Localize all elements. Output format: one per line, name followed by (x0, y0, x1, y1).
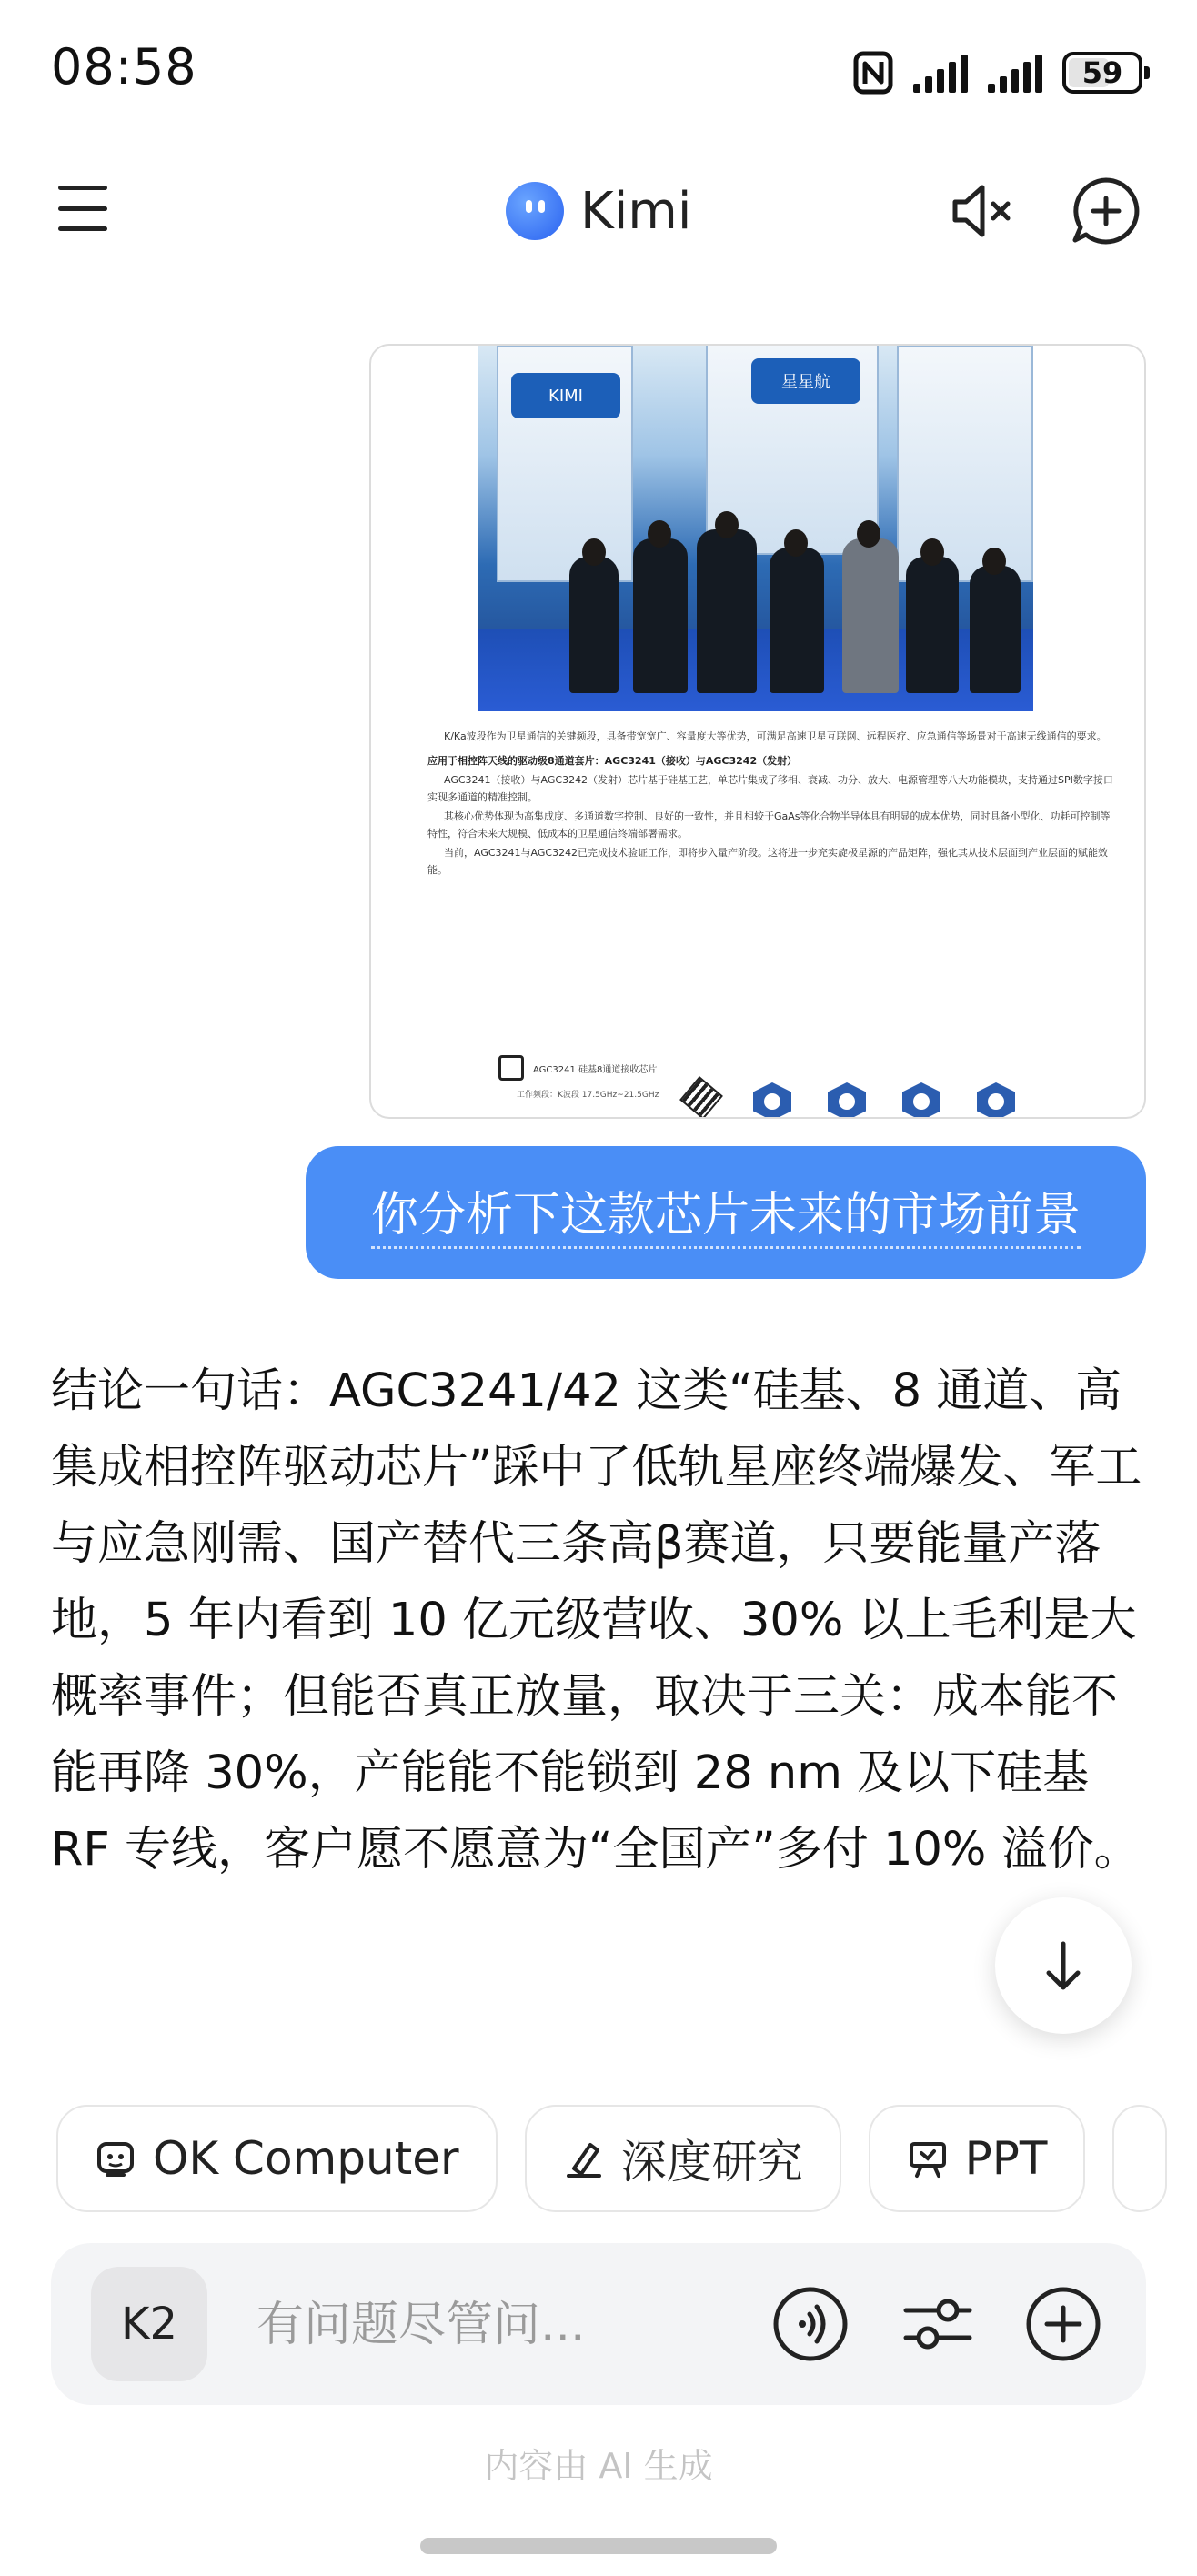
nfc-icon (853, 51, 893, 95)
doc-paragraph: 当前，AGC3241与AGC3242已完成技术验证工作，即将步入量产阶段。这将进一步充实旋极星源的产品矩阵，强化其从技术层面到产业层面的赋能效能。 (428, 847, 1109, 876)
user-message-bubble[interactable] (306, 1146, 1146, 1279)
arrow-down-icon (1041, 1938, 1085, 1993)
hex-badge-icon (753, 1082, 791, 1119)
chip-label: 深度研究 (620, 2136, 803, 2189)
status-bar (0, 0, 1197, 136)
research-icon (563, 2138, 605, 2179)
app-title: Kimi (580, 181, 692, 241)
chip-label: PPT (964, 2132, 1048, 2185)
add-icon[interactable] (1022, 2283, 1104, 2365)
signal-1-icon (913, 53, 968, 93)
chip-die-icon (679, 1076, 723, 1119)
doc-paragraph: 其核心优势体现为高集成度、多通道数字控制、良好的一致性，并且相较于GaAs等化合物半导体具有明显的成本优势，同时具备小型化、功耗可控制等特性，符合未来大规模、低成本的卫星通信终端部署需求。 (428, 810, 1111, 840)
chip-ok-computer[interactable] (56, 2105, 498, 2212)
hex-badge-icon (977, 1082, 1015, 1119)
chip-label: OK Computer (153, 2132, 459, 2185)
chip-ppt[interactable] (869, 2105, 1086, 2212)
kimi-logo-icon (506, 182, 564, 240)
ai-disclaimer: 内容由 AI 生成 (484, 2446, 713, 2486)
model-selector[interactable]: K2 (91, 2267, 207, 2381)
attached-image[interactable] (369, 344, 1146, 1119)
signal-2-icon (988, 53, 1042, 93)
app-header (0, 155, 1197, 264)
doc-chip-label (498, 1055, 657, 1081)
doc-heading: 应用于相控阵天线的驱动级8通道套片：AGC3241（接收）与AGC3242（发射） (428, 755, 798, 767)
doc-icon-row (686, 1082, 1015, 1119)
message-input[interactable] (256, 2279, 766, 2370)
chip-icon (498, 1055, 524, 1081)
chip-more[interactable] (1112, 2105, 1167, 2212)
document-text (428, 728, 1119, 880)
battery-icon (1062, 52, 1142, 94)
new-chat-icon[interactable] (1070, 175, 1142, 247)
brand (506, 175, 691, 247)
doc-paragraph: K/Ka波段作为卫星通信的关键频段，具备带宽宽广、容量度大等优势，可满足高速卫星互联网、远程医疗、应急通信等场景对于高速无线通信的要求。 (444, 730, 1107, 742)
status-time: 08:58 (51, 38, 197, 96)
composer (51, 2243, 1146, 2405)
battery-level: 59 (1081, 55, 1123, 90)
exhibition-photo (478, 346, 1033, 711)
chip-deep-research[interactable] (525, 2105, 841, 2212)
ai-reply-text: 结论一句话：AGC3241/42 这类“硅基、8 通道、高集成相控阵驱动芯片”踩中了低轨星座终端爆发、军工与应急刚需、国产替代三条高β赛道，只要能量产落地，5 年内看到 10 亿元级营收、30% 以上毛利是大概率事件；但能否真正放量，取决于三关：成本能不能再降 30%，产能能不能锁到 28 nm 及以下硅基 RF 专线，客户愿不愿意为“全国产”多付 10% 溢价。 (51, 1364, 1142, 1877)
quick-action-chips (56, 2105, 1197, 2214)
menu-icon[interactable] (58, 186, 107, 231)
photo-sign-right: 星星航 (751, 358, 860, 404)
slides-icon (907, 2138, 949, 2179)
chip-caption: AGC3241 硅基8通道接收芯片 (533, 1064, 658, 1075)
photo-sign-left: KIMI (511, 373, 620, 418)
doc-paragraph: AGC3241（接收）与AGC3242（发射）芯片基于硅基工艺，单芯片集成了移相、衰减、功分、放大、电源管理等八大功能模块，支持通过SPI数字接口实现多通道的精准控制。 (428, 774, 1113, 803)
user-message-text: 你分析下这款芯片未来的市场前景 (371, 1176, 1081, 1249)
sliders-icon[interactable] (897, 2283, 979, 2365)
chip-sub-caption: 工作频段：K波段 17.5GHz~21.5GHz (517, 1091, 659, 1100)
voice-call-icon[interactable] (770, 2283, 851, 2365)
status-icons (853, 45, 1142, 100)
robot-icon (95, 2138, 136, 2179)
hex-badge-icon (902, 1082, 940, 1119)
speaker-muted-icon[interactable] (946, 175, 1019, 247)
scroll-to-bottom-button[interactable] (995, 1897, 1132, 2034)
home-indicator[interactable] (420, 2538, 777, 2554)
hex-badge-icon (828, 1082, 866, 1119)
